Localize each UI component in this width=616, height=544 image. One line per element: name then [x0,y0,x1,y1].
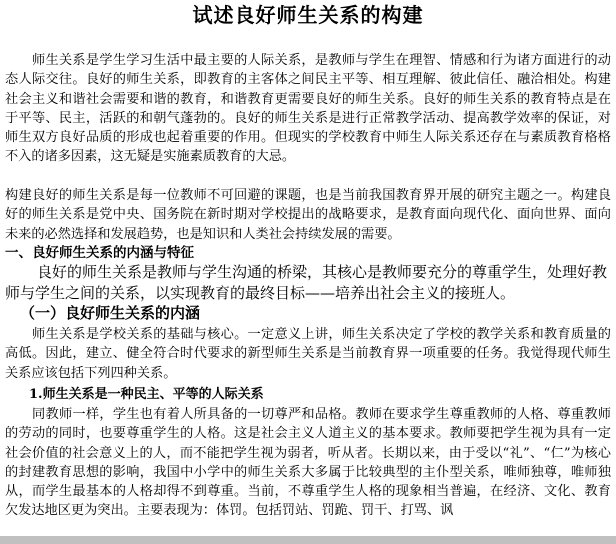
section-heading-1: 一、良好师生关系的内涵与特征 [5,245,194,261]
paragraph-connotation: 师生关系是学校关系的基础与核心。一定意义上讲，师生关系决定了学校的教学关系和教育质量的高低。因此，建立、健全符合时代要求的新型师生关系是当前教育界一项重要的任务。我觉得现代师生关系应该包括下列四种关系。 [5,327,611,381]
paragraph-significance: 构建良好的师生关系是每一位教师不可回避的课题，也是当前我国教育界开展的研究主题之一。构建良好的师生关系是党中央、国务院在新时期对学校提出的战略要求，是教育面向现代化、面向世界、面向未来的必然选择和发展趋势，也是知识和人类社会持续发展的需要。 [5,188,611,242]
subsection-heading: （一）良好师生关系的内涵 [20,304,201,322]
window-bottom-border [0,536,616,544]
document-title: 试述良好师生关系的构建 [192,3,424,27]
paragraph-section-intro: 良好的师生关系是教师与学生沟通的桥梁，其核心是教师要充分的尊重学生，处理好教师与学生之间的关系，以实现教育的最终目标——培养出社会主义的接班人。 [5,263,608,302]
paragraph-intro: 师生关系是学生学习生活中最主要的人际关系，是教师与学生在理智、情感和行为诸方面进行的动态人际交往。良好的师生关系，即教育的主客体之间民主平等、相互理解、彼此信任、融洽相处。构建社会主义和谐社会需要和谐的教育，和谐教育更需要良好的师生关系。良好的师生关系的教育特点是在于平等、民主，活跃的和朝气蓬勃的。良好的师生关系是进行正常教学活动、提高教学效率的保证，对师生双方良好品质的形成也起着重要的作用。但现实的学校教育中师生人际关系还存在与素质教育格格不入的诸多因素，这无疑是实施素质教育的大忌。 [5,53,611,165]
paragraph-point-1: 同教师一样，学生也有着人所具备的一切尊严和品格。教师在要求学生尊重教师的人格、尊重教师的劳动的同时，也要尊重学生的人格。这是社会主义人道主义的基本要求。教师要把学生视为具有一定社会价值的社会意义上的人，而不能把学生视为弱者，听从者。长期以来，由于受以“礼”、“仁”为核心的封建教育思想的影响，我国中小学中的师生关系大多属于比较典型的主仆型关系，唯师独尊，唯师独从，而学生最基本的人格却得不到尊重。当前，不尊重学生人格的现象相当普遍，在经济、文化、教育欠发达地区更为突出。主要表现为：体罚。包括罚站、罚跪、罚干、打骂、讽 [5,407,611,519]
point-heading-1: 1.师生关系是一种民主、平等的人际关系 [29,387,264,402]
